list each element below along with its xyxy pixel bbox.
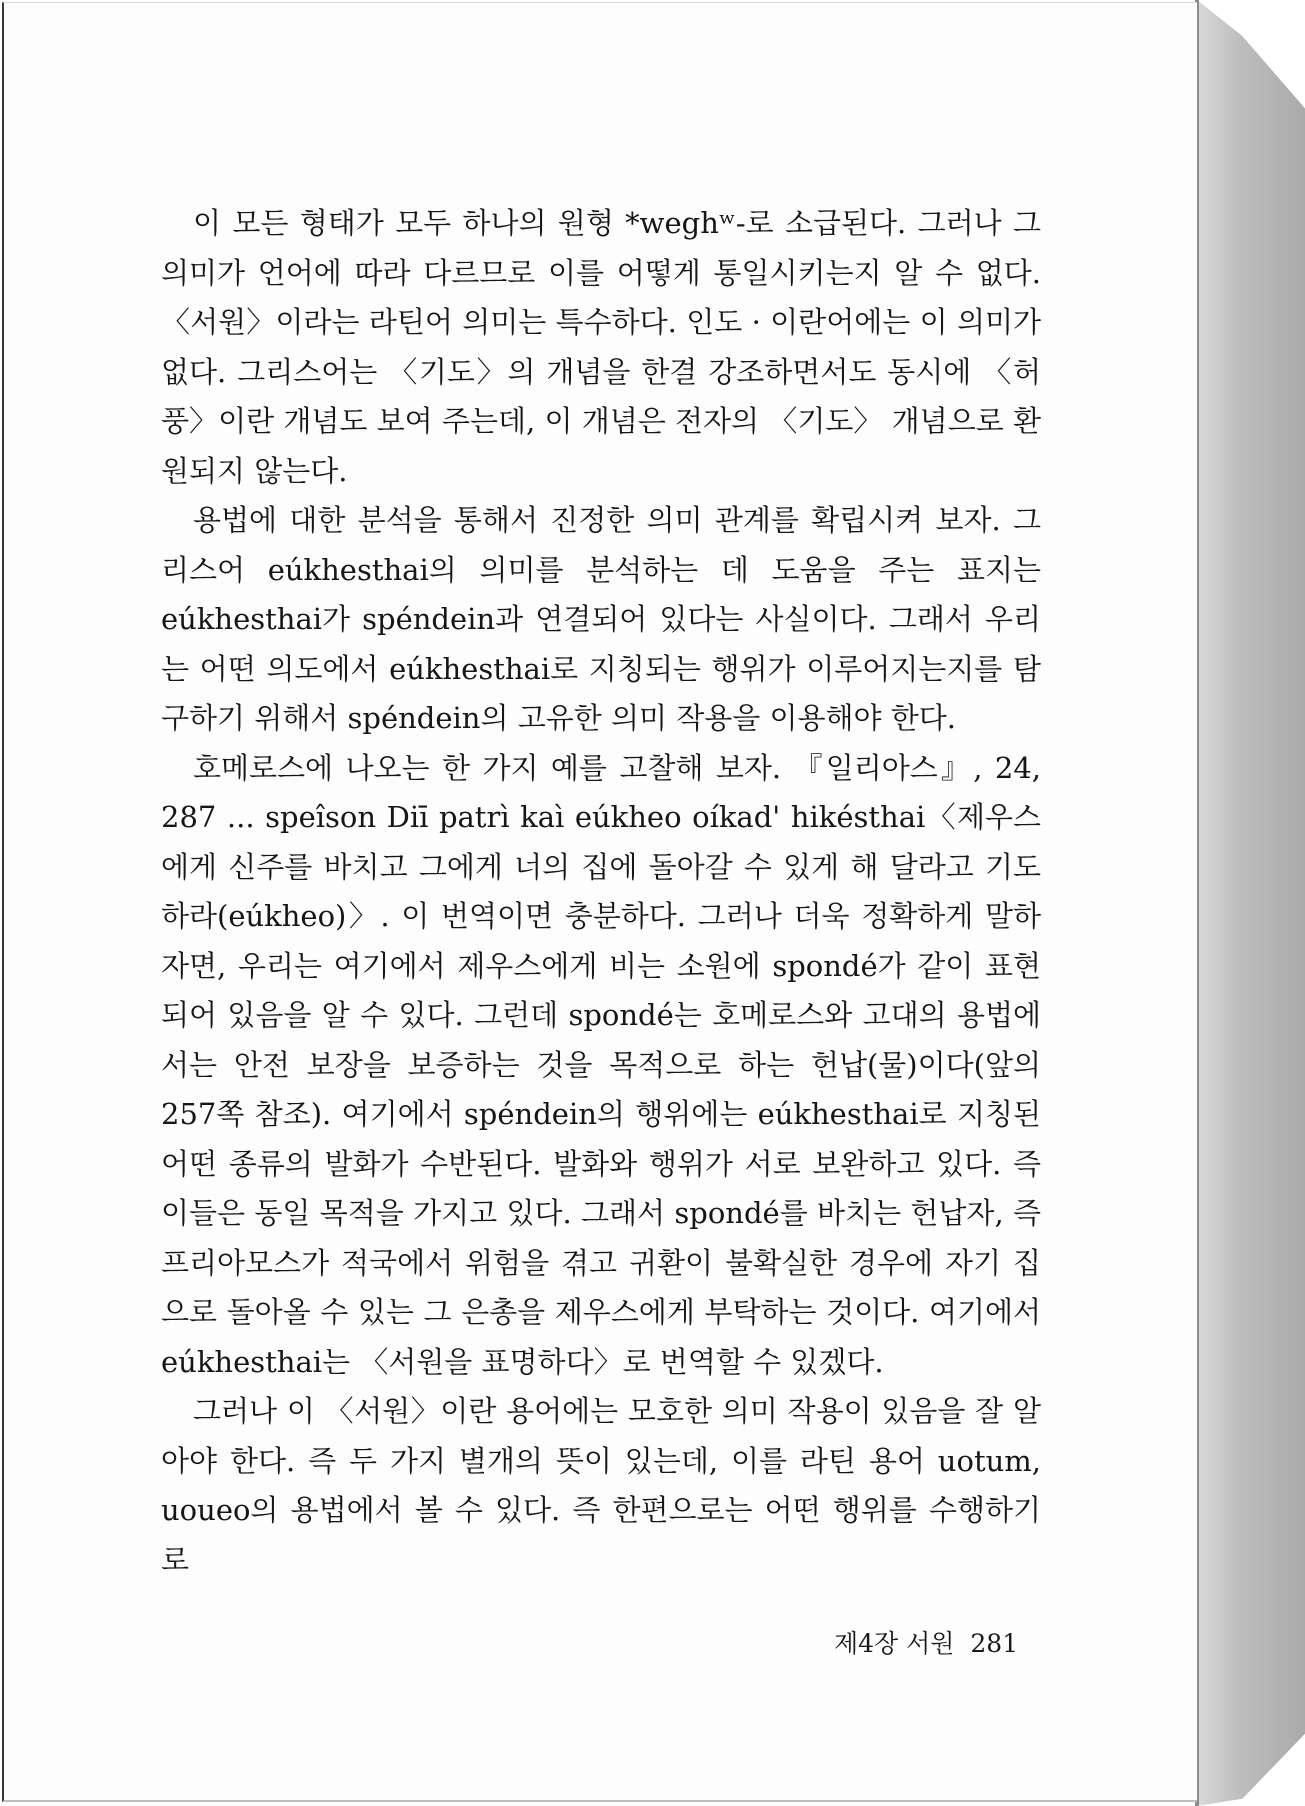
paragraph-2: 용법에 대한 분석을 통해서 진정한 의미 관계를 확립시켜 보자. 그리스어 eúkhesthai의 의미를 분석하는 데 도움을 주는 표지는 eúkhesthai가 spéndein과 연결되어 있다는 사실이다. 그래서 우리는 어떤 의도에서 eúkhesthai로 지칭되는 행위가 이루어지는지를 탐구하기 위해서 spéndein의 고유한 의미 작용을 이용해야 한다. <box>161 503 1041 735</box>
chapter-title: 제4장 서원 <box>834 1629 955 1658</box>
paragraph-1: 이 모든 형태가 모두 하나의 원형 *weghʷ-로 소급된다. 그러나 그 의미가 언어에 따라 다르므로 이를 어떻게 통일시키는지 알 수 없다. 〈서원〉이라는 라틴어 의미는 특수하다. 인도 · 이란어에는 이 의미가 없다. 그리스어는 〈기도〉의 개념을 한결 강조하면서도 동시에 〈허풍〉이란 개념도 보여 주는데, 이 개념은 전자의 〈기도〉 개념으로 환원되지 않는다. <box>161 206 1041 488</box>
page-footer <box>834 1624 1026 1660</box>
body-text <box>161 199 1041 1585</box>
paragraph-4: 그러나 이 〈서원〉이란 용어에는 모호한 의미 작용이 있음을 잘 알아야 한다. 즉 두 가지 별개의 뜻이 있는데, 이를 라틴 용어 uotum, uoueo의 용법에서 볼 수 있다. 즉 한편으로는 어떤 행위를 수행하기로 <box>161 1394 1041 1577</box>
book-page <box>2 2 1197 1802</box>
page-number: 281 <box>970 1629 1019 1658</box>
paragraph-3: 호메로스에 나오는 한 가지 예를 고찰해 보자. 『일리아스』, 24, 287 ... speîson Diī patrì kaì eúkheo oíkad' hikésthai〈제우스에게 신주를 바치고 그에게 너의 집에 돌아갈 수 있게 해 달라고 기도하라(eúkheo)〉. 이 번역이면 충분하다. 그러나 더욱 정확하게 말하자면, 우리는 여기에서 제우스에게 비는 소원에 spondé가 같이 표현되어 있음을 알 수 있다. 그런데 spondé는 호메로스와 고대의 용법에서는 안전 보장을 보증하는 것을 목적으로 하는 헌납(물)이다(앞의 257쪽 참조). 여기에서 spéndein의 행위에는 eúkhesthai로 지칭된 어떤 종류의 발화가 수반된다. 발화와 행위가 서로 보완하고 있다. 즉 이들은 동일 목적을 가지고 있다. 그래서 spondé를 바치는 헌납자, 즉 프리아모스가 적국에서 위험을 겪고 귀환이 불확실한 경우에 자기 집으로 돌아올 수 있는 그 은총을 제우스에게 부탁하는 것이다. 여기에서 eúkhesthai는 〈서원을 표명하다〉로 번역할 수 있겠다. <box>161 750 1041 1379</box>
page-edge-stack <box>1197 0 1305 1806</box>
